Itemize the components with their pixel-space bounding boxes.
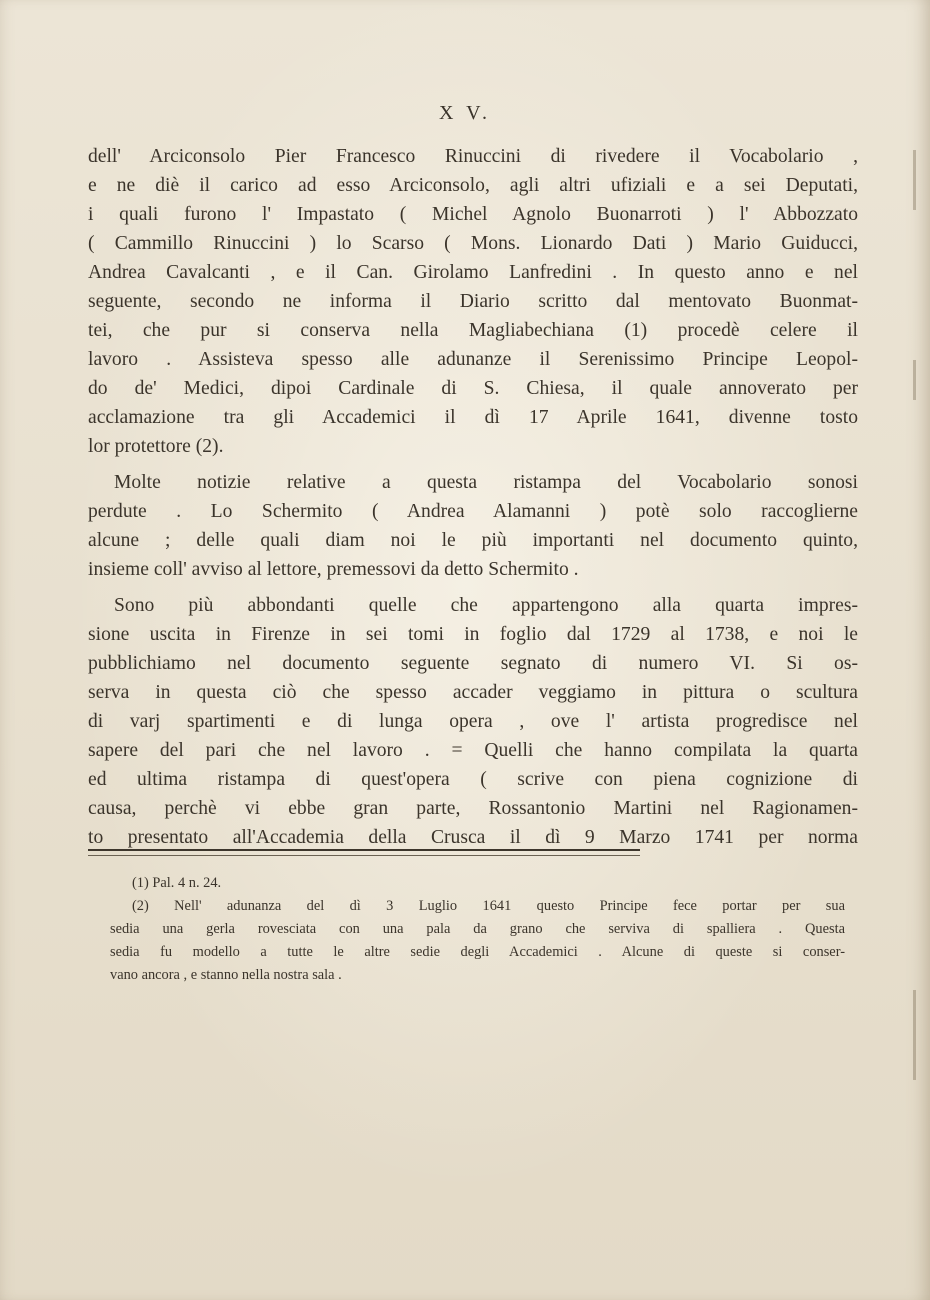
text-line: do de' Medici, dipoi Cardinale di S. Chiesa, il quale annoverato per bbox=[88, 378, 858, 399]
footnotes bbox=[110, 872, 845, 987]
text-line: sione uscita in Firenze in sei tomi in foglio dal 1729 al 1738, e noi le bbox=[88, 624, 858, 645]
text-line: Andrea Cavalcanti , e il Can. Girolamo Lanfredini . In questo anno e nel bbox=[88, 262, 858, 283]
text-line: Molte notizie relative a questa ristampa del Vocabolario sonosi bbox=[114, 472, 858, 493]
text-line: di varj spartimenti e di lunga opera , ove l' artista progredisce nel bbox=[88, 711, 858, 732]
text-line: acclamazione tra gli Accademici il dì 17 Aprile 1641, divenne tosto bbox=[88, 407, 858, 428]
page-number: X V. bbox=[439, 102, 491, 124]
paragraph-2 bbox=[88, 468, 858, 584]
footnote-2-line: vano ancora , e stanno nella nostra sala . bbox=[110, 967, 342, 983]
text-line: sapere del pari che nel lavoro . = Quelli che hanno compilata la quarta bbox=[88, 740, 858, 761]
page-edge-mark bbox=[913, 150, 916, 210]
paragraph-gap bbox=[88, 584, 858, 591]
text-line: ed ultima ristampa di quest'opera ( scrive con piena cognizione di bbox=[88, 769, 858, 790]
text-line: to presentato all'Accademia della Crusca il dì 9 Marzo 1741 per norma bbox=[88, 827, 858, 848]
page-edge-mark bbox=[913, 360, 916, 400]
text-line: i quali furono l' Impastato ( Michel Agnolo Buonarroti ) l' Abbozzato bbox=[88, 204, 858, 225]
body-text bbox=[88, 142, 858, 852]
footnote-divider bbox=[88, 849, 640, 851]
text-line: pubblichiamo nel documento seguente segnato di numero VI. Si os- bbox=[88, 653, 858, 674]
text-line: insieme coll' avviso al lettore, premessovi da detto Schermito . bbox=[88, 559, 579, 580]
text-line: lor protettore (2). bbox=[88, 436, 224, 457]
text-line: tei, che pur si conserva nella Magliabechiana (1) procedè celere il bbox=[88, 320, 858, 341]
footnote-2-line: (2) Nell' adunanza del dì 3 Luglio 1641 questo Principe fece portar per sua bbox=[132, 898, 845, 914]
text-line: alcune ; delle quali diam noi le più importanti nel documento quinto, bbox=[88, 530, 858, 551]
text-line: perdute . Lo Schermito ( Andrea Alamanni ) potè solo raccoglierne bbox=[88, 501, 858, 522]
footnote-divider-thin bbox=[88, 855, 640, 856]
paragraph-3 bbox=[88, 591, 858, 852]
text-line: lavoro . Assisteva spesso alle adunanze il Serenissimo Principe Leopol- bbox=[88, 349, 858, 370]
footnote-2-line: sedia una gerla rovesciata con una pala da grano che serviva di spalliera . Questa bbox=[110, 921, 845, 937]
text-line: causa, perchè vi ebbe gran parte, Rossantonio Martini nel Ragionamen- bbox=[88, 798, 858, 819]
text-line: serva in questa ciò che spesso accader veggiamo in pittura o scultura bbox=[88, 682, 858, 703]
text-line: seguente, secondo ne informa il Diario scritto dal mentovato Buonmat- bbox=[88, 291, 858, 312]
text-line: dell' Arciconsolo Pier Francesco Rinuccini di rivedere il Vocabolario , bbox=[88, 146, 858, 167]
paragraph-1 bbox=[88, 142, 858, 461]
text-line: e ne diè il carico ad esso Arciconsolo, agli altri ufiziali e a sei Deputati, bbox=[88, 175, 858, 196]
text-line: Sono più abbondanti quelle che appartengono alla quarta impres- bbox=[114, 595, 858, 616]
footnote-2-line: sedia fu modello a tutte le altre sedie degli Accademici . Alcune di queste si conser- bbox=[110, 944, 845, 960]
page-edge-mark bbox=[913, 990, 916, 1080]
footnote-1: (1) Pal. 4 n. 24. bbox=[132, 875, 222, 891]
text-line: ( Cammillo Rinuccini ) lo Scarso ( Mons. Lionardo Dati ) Mario Guiducci, bbox=[88, 233, 858, 254]
paragraph-gap bbox=[88, 461, 858, 468]
